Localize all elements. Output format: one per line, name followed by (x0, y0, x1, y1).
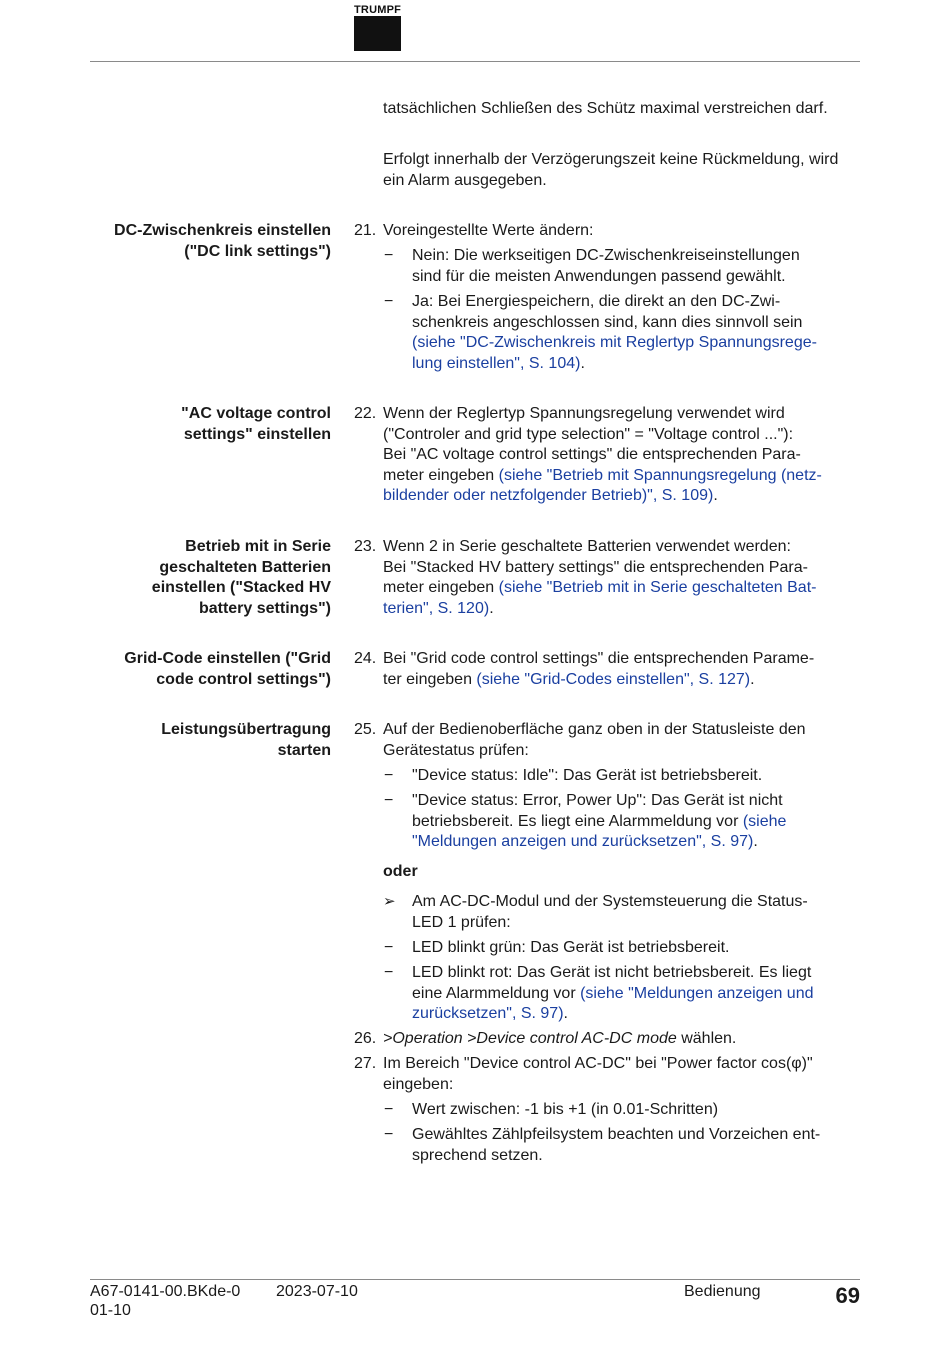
step-number: 26. (354, 1030, 377, 1047)
cross-reference-link[interactable]: (siehe "Grid-Codes einstellen", S. 127) (476, 670, 751, 688)
page-number: 69 (835, 1283, 860, 1308)
document-id: A67-0141-00.BKde-0 01-10 (90, 1283, 241, 1319)
cross-reference-link[interactable]: zurücksetzen", S. 97) (412, 1005, 564, 1022)
step-text: Wenn der Reglertyp Spannungsregelung verwendet wird ("Controler and grid type selection" = "Voltage control ..."): Bei "AC voltage control settings" die entsprechenden Para- meter eingeben (siehe "Betrieb mit Spannungsregelung (netz- bildender oder netzfolgender Betrieb)", S. 109). (383, 405, 822, 504)
trumpf-logo (354, 4, 401, 51)
footer-rule (90, 1279, 860, 1280)
dash-bullet: − (384, 964, 394, 981)
dash-bullet: − (384, 767, 394, 784)
cross-reference-link[interactable]: (siehe "Betrieb mit in Serie geschalteten Bat- (498, 579, 817, 596)
step-text: Bei "Grid code control settings" die entsprechenden Parame- ter eingeben (siehe "Grid-Codes einstellen", S. 127). (383, 650, 815, 688)
step-number: 21. (354, 222, 377, 239)
step-text: >Operation >Device control AC-DC mode wählen. (383, 1030, 737, 1047)
side-heading-ac-voltage: "AC voltage control settings" einstellen (181, 405, 331, 443)
list-item: Wert zwischen: -1 bis +1 (in 0.01-Schritten) (412, 1101, 719, 1118)
intro-paragraph-2: Erfolgt innerhalb der Verzögerungszeit keine Rückmeldung, wird ein Alarm ausgegeben. (383, 151, 839, 189)
cross-reference-link[interactable]: bildender oder netzfolgender Betrieb)", S. 109) (383, 487, 714, 504)
list-item: "Device status: Error, Power Up": Das Gerät ist nicht betriebsbereit. Es liegt eine Alarmmeldung vor (siehe "Meldungen anzeigen und zurücksetzen", S. 97). (412, 792, 787, 850)
alternative-label: oder (383, 863, 418, 880)
step-text: Voreingestellte Werte ändern: (383, 222, 594, 239)
instruction-item: Am AC-DC-Modul und der Systemsteuerung die Status- LED 1 prüfen: (412, 893, 808, 931)
step-text: Wenn 2 in Serie geschaltete Batterien verwendet werden: Bei "Stacked HV battery settings" die entsprechenden Para- meter eingeben (siehe "Betrieb mit in Serie geschalteten Bat- terien", S. 120). (383, 538, 817, 617)
cross-reference-link[interactable]: lung einstellen", S. 104) (412, 354, 581, 372)
side-heading-power-transfer: Leistungsübertragung starten (161, 721, 331, 759)
brand-name: TRUMPF (354, 4, 402, 16)
step-number: 22. (354, 405, 377, 422)
chapter-name: Bedienung (684, 1283, 761, 1300)
intro-paragraph-1: tatsächlichen Schließen des Schütz maximal verstreichen darf. (383, 100, 828, 117)
step-number: 25. (354, 721, 377, 738)
dash-bullet: − (384, 939, 394, 956)
cross-reference-link[interactable]: (siehe "DC-Zwischenkreis mit Reglertyp Spannungsrege- (412, 334, 817, 351)
step-text: Auf der Bedienoberfläche ganz oben in der Statusleiste den Gerätestatus prüfen: (383, 721, 806, 759)
logo-block (354, 16, 401, 51)
dash-bullet: − (384, 1101, 394, 1118)
cross-reference-link[interactable]: "Meldungen anzeigen und zurücksetzen", S. 97) (412, 833, 754, 850)
document-date: 2023-07-10 (276, 1283, 358, 1300)
cross-reference-link[interactable]: (siehe "Meldungen anzeigen und (580, 984, 814, 1002)
step-number: 27. (354, 1055, 377, 1072)
dash-bullet: − (384, 293, 394, 310)
side-heading-dc-link: DC-Zwischenkreis einstellen ("DC link settings") (114, 222, 331, 260)
step-number: 23. (354, 538, 377, 555)
header-rule (90, 61, 860, 62)
step-text: Im Bereich "Device control AC-DC" bei "Power factor cos(φ)" eingeben: (383, 1055, 813, 1093)
cross-reference-link[interactable]: terien", S. 120) (383, 599, 490, 617)
dash-bullet: − (384, 247, 394, 264)
dash-bullet: − (384, 1126, 394, 1143)
list-item: Ja: Bei Energiespeichern, die direkt an den DC-Zwi- schenkreis angeschlossen sind, kann dies sinnvoll sein (siehe "DC-Zwischenkreis mit Reglertyp Spannungsrege- lung einstellen", S. 104). (412, 293, 817, 372)
dash-bullet: − (384, 792, 394, 809)
list-item: LED blinkt rot: Das Gerät ist nicht betriebsbereit. Es liegt eine Alarmmeldung vor (siehe "Meldungen anzeigen und zurücksetzen", S. 97). (412, 964, 814, 1022)
cross-reference-link[interactable]: (siehe "Betrieb mit Spannungsregelung (netz- (498, 466, 822, 484)
list-item: Nein: Die werkseitigen DC-Zwischenkreiseinstellungen sind für die meisten Anwendungen passend gewählt. (412, 247, 800, 285)
side-heading-stacked-hv: Betrieb mit in Serie geschalteten Batterien einstellen ("Stacked HV battery settings") (151, 538, 331, 617)
step-number: 24. (354, 650, 377, 667)
list-item: Gewähltes Zählpfeilsystem beachten und Vorzeichen ent- sprechend setzen. (412, 1126, 821, 1164)
list-item: LED blinkt grün: Das Gerät ist betriebsbereit. (412, 939, 730, 956)
cross-reference-link[interactable]: (siehe (742, 812, 787, 830)
side-heading-grid-code: Grid-Code einstellen ("Grid code control settings") (124, 650, 331, 688)
menu-path: >Operation >Device control AC-DC mode (383, 1030, 677, 1047)
list-item: "Device status: Idle": Das Gerät ist betriebsbereit. (412, 767, 763, 784)
arrow-bullet-icon: ➢ (383, 893, 396, 910)
